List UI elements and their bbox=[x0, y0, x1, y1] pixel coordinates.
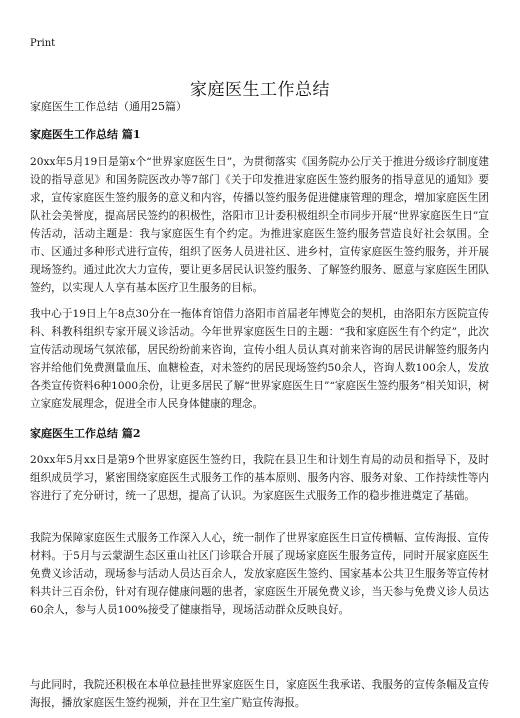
section-2-paragraph-2: 我院为保障家庭医生式服务工作深入人心，统一制作了世界家庭医生日宣传横幅、宣传海报、宣传材料。于5月与云蒙湖生态区重山社区门诊联合开展了现场家庭医生服务宣传，同时开展家庭医生免费义诊活动，现场参与活动人员达百余人，发放家庭医生签约、国家基本公共卫生服务等宣传材料共计三百余份，针对有现存健康问题的患者，家庭医生开展免费义诊，当天参与免费义诊人员达60余人，参与人员100%接受了健康指导，现场活动群众反映良好。 bbox=[30, 532, 489, 616]
section-2-paragraph-3: 与此同时，我院还积极在本单位悬挂世界家庭医生日，家庭医生我承诺、我服务的宣传条幅及宣传海报，播放家庭医生签约视频，并在卫生室广贴宣传海报。 bbox=[30, 679, 489, 709]
document-subtitle: 家庭医生工作总结（通用25篇） bbox=[30, 100, 187, 113]
section-1-paragraph-2: 我中心于19日上午8点30分在一拖体育馆借力洛阳市首届老年博览会的契机，由洛阳东方医院宣传科、科教科组织专家开展义诊活动。今年世界家庭医生日的主题：“我和家庭医生有个约定”，此次宣传活动现场气氛浓郁，居民纷纷前来咨询，宣传小组人员认真对前来咨询的居民讲解签约服务内容并给他们免费测量血压、血糖检查，对未签约的居民现场签约50余人，咨询人数100余人，发放各类宣传资料6种1000余份，让更多居民了解“世界家庭医生日”“家庭医生签约服务”相关知识，树立家庭发展理念，促进全市人民身体健康的理念。 bbox=[30, 308, 489, 410]
section-1-paragraph-1: 20xx年5月19日是第x个“世界家庭医生日”，为贯彻落实《国务院办公厅关于推进分级诊疗制度建设的指导意见》和国务院医改办等7部门《关于印发推进家庭医生签约服务的指导意见的通知》要求，宣传家庭医生签约服务的意义和内容，传播以签约服务促进健康管理的理念，增加家庭医生团队社会美誉度，提高居民签约的积极性，洛阳市卫计委积极组织全市同步开展“世界家庭医生日”宣传活动，活动主题是：我与家庭医生有个约定。为推进家庭医生签约服务营造良好社会氛围。全市、区通过多种形式进行宣传，组织了医务人员进社区、进乡村，宣传家庭医生签约服务，并开展现场签约。通过此次大力宣传，要让更多居民认识签约服务、了解签约服务、愿意与家庭医生团队签约，以实现人人享有基本医疗卫生服务的目标。 bbox=[30, 156, 489, 294]
section-2-paragraph-1: 20xx年5月xx日是第9个世界家庭医生签约日，我院在县卫生和计划生育局的动员和指导下，及时组织成员学习，紧密围绕家庭医生式服务工作的基本原则、服务内容、服务对象、工作持续性等内容进行了充分研讨，统一了思想，提高了认识。为家庭医生式服务工作的稳步推进奠定了基础。 bbox=[30, 454, 489, 502]
document-title: 家庭医生工作总结 bbox=[190, 80, 330, 101]
section-heading-2: 家庭医生工作总结 篇2 bbox=[30, 427, 141, 440]
print-link[interactable]: Print bbox=[30, 38, 56, 49]
section-heading-1: 家庭医生工作总结 篇1 bbox=[30, 128, 141, 141]
